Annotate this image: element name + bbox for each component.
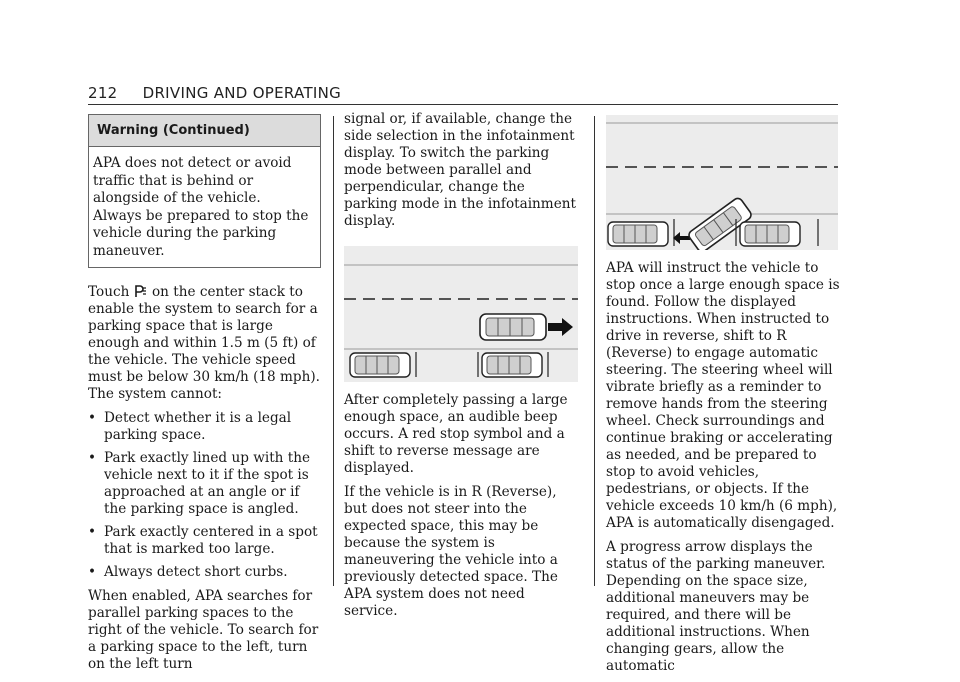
enabled-paragraph: When enabled, APA searches for parallel parking spaces to the right of the vehicle. To search for a parking space to the left, turn on the left turn [88, 588, 319, 672]
limitations-list [88, 410, 321, 581]
warning-title: Warning (Continued) [89, 115, 320, 147]
column-1 [88, 114, 321, 680]
instruct-paragraph: APA will instruct the vehicle to stop once a large enough space is found. Follow the displayed instructions. When instructed to drive in reverse, shift to R (Reverse) to engage automatic steering. The steering wheel will vibrate briefly as a reminder to remove hands from the steering wheel. Check surroundings and continue braking or accelerating as needed, and be prepared to stop to avoid vehicles, pedestrians, or objects. If the vehicle exceeds 10 km/h (6 mph), APA is automatically disengaged. [606, 260, 840, 531]
reverse-paragraph: If the vehicle is in R (Reverse), but does not steer into the expected space, this may be because the system is maneuvering the vehicle into a previously detected space. The APA system does not need service. [344, 484, 558, 619]
list-item: • Park exactly lined up with the vehicle next to it if the spot is approached at an angle or if the parking space is angled. [88, 450, 321, 518]
column-divider-1 [333, 116, 334, 586]
parking-assist-icon [135, 284, 147, 298]
list-item: • Always detect short curbs. [88, 564, 321, 581]
warning-box [88, 114, 321, 268]
header-rule [88, 104, 838, 105]
page-header [88, 84, 341, 102]
touch-paragraph: Touch on the center stack to enable the system to search for a parking space that is large enough and within 1.5 m (5 ft) of the vehicle. The vehicle speed must be below 30 km/h (18 mph). The system cannot: [88, 284, 321, 402]
list-item: • Park exactly centered in a spot that is marked too large. [88, 524, 321, 558]
column-divider-2 [594, 116, 595, 586]
parked-car-right [740, 222, 800, 246]
warning-body: APA does not detect or avoid traffic that is behind or alongside of the vehicle. Always be prepared to stop the vehicle during the parking maneuver. [93, 155, 309, 259]
parked-car-right [482, 353, 542, 377]
section-title: DRIVING AND OPERATING [142, 84, 342, 102]
moving-car [480, 314, 546, 340]
parked-car-left [608, 222, 668, 246]
progress-paragraph: A progress arrow displays the status of the parking maneuver. Depending on the space size, additional maneuvers may be required, and there will be additional instructions. When changing gears, allow the automatic [606, 539, 826, 674]
after-paragraph: After completely passing a large enough space, an audible beep occurs. A red stop symbol and a shift to reverse message are displayed. [344, 392, 568, 476]
list-item: • Detect whether it is a legal parking space. [88, 410, 321, 444]
parked-car-left [350, 353, 410, 377]
page-number: 212 [88, 84, 118, 102]
column-2 [344, 111, 578, 627]
parking-search-figure [344, 246, 578, 382]
continue-paragraph: signal or, if available, change the side selection in the infotainment display. To switch the parking mode between parallel and perpendicular, change the parking mode in the infotainment display. [344, 111, 576, 229]
column-3 [606, 111, 840, 682]
reverse-parking-figure [606, 115, 838, 250]
